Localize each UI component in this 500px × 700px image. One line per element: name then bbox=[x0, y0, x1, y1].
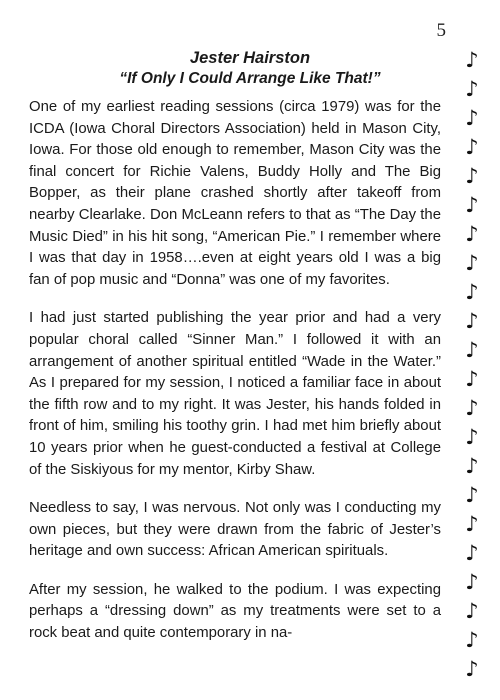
eighth-note-icon: ♪ bbox=[465, 396, 479, 420]
eighth-note-icon: ♪ bbox=[465, 541, 479, 565]
eighth-note-icon: ♪ bbox=[465, 77, 479, 101]
eighth-note-icon: ♪ bbox=[465, 280, 479, 304]
eighth-note-icon: ♪ bbox=[465, 222, 479, 246]
paragraph: I had just started publishing the year prior and had a very popular choral called “Sinner Man.” I followed it with an arrangement of another spiritual entitled “Wade in the Water.” As I prepared for my session, I noticed a familiar face in about the fifth row and to my right. It was Jester, his hands folded in front of him, smiling his toothy grin. I had met him briefly about 10 years prior when he guest-conducted a festival at College of the Siskiyous for my mentor, Kirby Shaw. bbox=[29, 310, 441, 478]
eighth-note-icon: ♪ bbox=[465, 338, 479, 362]
paragraph: One of my earliest reading sessions (circa 1979) was for the ICDA (Iowa Choral Directors Association) held in Mason City, Iowa. For those old enough to remember, Mason City was the final concert for Richie Valens, Buddy Holly and The Big Bopper, as their plane crashed shortly after takeoff from nearby Clearlake. Don McLeann refers to that as “The Day the Music Died” in his hit song, “American Pie.” I remember where I was that day in 1958….even at eight years old I was a big fan of pop music and “Donna” was one of my favorites. bbox=[29, 99, 441, 288]
eighth-note-icon: ♪ bbox=[465, 164, 479, 188]
eighth-note-icon: ♪ bbox=[465, 135, 479, 159]
body-text bbox=[29, 97, 441, 662]
chapter-title: Jester Hairston bbox=[189, 49, 311, 67]
page-number: 5 bbox=[436, 20, 446, 41]
eighth-note-icon: ♪ bbox=[465, 251, 479, 275]
eighth-note-icon: ♪ bbox=[465, 106, 479, 130]
eighth-note-icon: ♪ bbox=[465, 367, 479, 391]
eighth-note-icon: ♪ bbox=[465, 193, 479, 217]
eighth-note-icon: ♪ bbox=[465, 48, 479, 72]
eighth-note-icon: ♪ bbox=[465, 599, 479, 623]
eighth-note-icon: ♪ bbox=[465, 425, 479, 449]
paragraph: After my session, he walked to the podium. I was expecting perhaps a “dressing down” as my treatments were set to a rock beat and quite contemporary in na- bbox=[29, 581, 441, 642]
paragraph: Needless to say, I was nervous. Not only was I conducting my own pieces, but they were drawn from the fabric of Jester’s heritage and own success: African American spirituals. bbox=[29, 500, 441, 560]
eighth-note-icon: ♪ bbox=[465, 454, 479, 478]
chapter-subtitle: “If Only I Could Arrange Like That!” bbox=[119, 70, 381, 87]
eighth-note-icon: ♪ bbox=[465, 657, 479, 681]
music-note-border bbox=[460, 46, 484, 684]
eighth-note-icon: ♪ bbox=[465, 483, 479, 507]
eighth-note-icon: ♪ bbox=[465, 309, 479, 333]
eighth-note-icon: ♪ bbox=[465, 570, 479, 594]
eighth-note-icon: ♪ bbox=[465, 628, 479, 652]
eighth-note-icon: ♪ bbox=[465, 512, 479, 536]
